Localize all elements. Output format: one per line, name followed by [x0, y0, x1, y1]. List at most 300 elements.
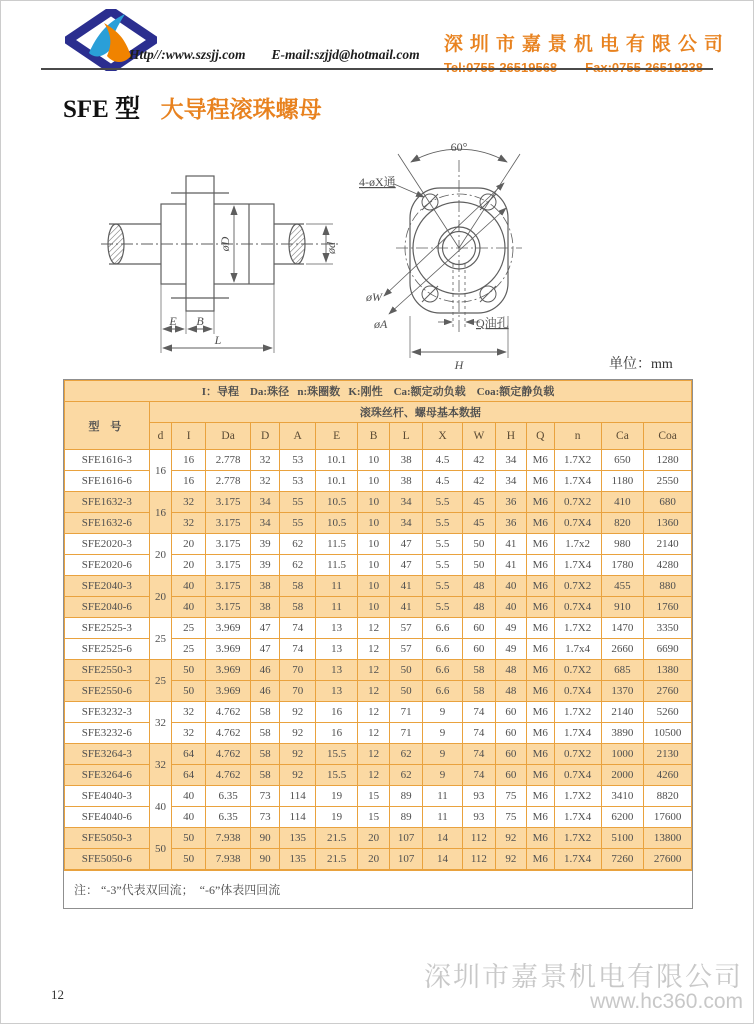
column-header-L: L — [390, 423, 423, 450]
spec-cell: 60 — [495, 744, 526, 765]
spec-cell: 49 — [495, 639, 526, 660]
spec-cell: M6 — [527, 723, 555, 744]
spec-cell: 7.938 — [206, 828, 251, 849]
spec-cell: 49 — [495, 618, 526, 639]
spec-cell: 57 — [390, 618, 423, 639]
spec-cell: M6 — [527, 597, 555, 618]
spec-cell: 2130 — [644, 744, 692, 765]
spec-cell: 17600 — [644, 807, 692, 828]
spec-cell: 32 — [172, 723, 206, 744]
spec-cell: 58 — [280, 597, 316, 618]
spec-cell: 12 — [357, 765, 390, 786]
model-cell: SFE2040-3 — [65, 576, 150, 597]
spec-cell: 135 — [280, 828, 316, 849]
spec-cell: 62 — [280, 555, 316, 576]
spec-cell: 15.5 — [316, 744, 357, 765]
spec-cell: 2550 — [644, 471, 692, 492]
spec-cell: 92 — [280, 765, 316, 786]
table-row — [65, 450, 692, 471]
spec-cell: 410 — [601, 492, 644, 513]
spec-cell: 50 — [172, 828, 206, 849]
spec-cell: 112 — [463, 828, 496, 849]
model-cell: SFE1632-3 — [65, 492, 150, 513]
spec-cell: 9 — [422, 723, 462, 744]
spec-cell: M6 — [527, 513, 555, 534]
d-group-cell: 16 — [149, 492, 172, 534]
spec-cell: 1760 — [644, 597, 692, 618]
spec-cell: 74 — [463, 744, 496, 765]
legend-text: I：导程 Da:珠径 n:珠圈数 K:刚性 Ca:额定动负载 Coa:额定静负载 — [65, 381, 692, 402]
model-cell: SFE2550-3 — [65, 660, 150, 681]
spec-cell: 16 — [316, 702, 357, 723]
spec-cell: M6 — [527, 576, 555, 597]
spec-cell: 5260 — [644, 702, 692, 723]
model-cell: SFE1616-3 — [65, 450, 150, 471]
spec-cell: 42 — [463, 471, 496, 492]
spec-cell: 3.175 — [206, 534, 251, 555]
spec-cell: 14 — [422, 849, 462, 870]
table-row — [65, 576, 692, 597]
dim-label-w: øW — [366, 290, 382, 304]
spec-cell: 1.7X4 — [554, 807, 601, 828]
d-group-cell: 32 — [149, 702, 172, 744]
spec-cell: 3.175 — [206, 513, 251, 534]
bolt-holes-label: 4-øX通 — [359, 175, 396, 189]
spec-cell: M6 — [527, 450, 555, 471]
spec-cell: 41 — [390, 597, 423, 618]
spec-cell: 10 — [357, 513, 390, 534]
spec-cell: 57 — [390, 639, 423, 660]
spec-cell: 25 — [172, 639, 206, 660]
spec-cell: M6 — [527, 786, 555, 807]
model-cell: SFE3264-3 — [65, 744, 150, 765]
spec-cell: 12 — [357, 618, 390, 639]
spec-cell: 3.969 — [206, 660, 251, 681]
spec-cell: 685 — [601, 660, 644, 681]
spec-cell: 41 — [495, 534, 526, 555]
header-divider — [41, 68, 713, 70]
spec-cell: 13 — [316, 660, 357, 681]
dim-label-b: B — [196, 314, 204, 328]
dim-label-shaft-diameter: ød — [324, 242, 338, 254]
spec-cell: 50 — [463, 534, 496, 555]
spec-cell: M6 — [527, 828, 555, 849]
column-header-Q: Q — [527, 423, 555, 450]
spec-cell: 16 — [172, 471, 206, 492]
spec-cell: 11.5 — [316, 555, 357, 576]
column-header-d: d — [149, 423, 172, 450]
spec-cell: 5.5 — [422, 492, 462, 513]
spec-cell: 10 — [357, 450, 390, 471]
product-name: 大导程滚珠螺母 — [160, 96, 322, 122]
spec-cell: 38 — [390, 471, 423, 492]
spec-cell: 71 — [390, 702, 423, 723]
spec-cell: 74 — [463, 723, 496, 744]
model-cell: SFE2040-6 — [65, 597, 150, 618]
model-cell: SFE5050-3 — [65, 828, 150, 849]
spec-cell: 0.7X2 — [554, 576, 601, 597]
table-row — [65, 618, 692, 639]
spec-cell: 112 — [463, 849, 496, 870]
oil-hole-label: Q油孔 — [476, 316, 509, 330]
column-header-W: W — [463, 423, 496, 450]
spec-cell: 114 — [280, 786, 316, 807]
spec-cell: 34 — [495, 450, 526, 471]
model-cell: SFE1616-6 — [65, 471, 150, 492]
model-cell: SFE2525-6 — [65, 639, 150, 660]
spec-cell: 5.5 — [422, 597, 462, 618]
spec-cell: 45 — [463, 492, 496, 513]
spec-cell: 39 — [251, 555, 280, 576]
spec-cell: 58 — [463, 660, 496, 681]
model-cell: SFE3232-3 — [65, 702, 150, 723]
spec-cell: 20 — [172, 555, 206, 576]
spec-cell: 1.7X4 — [554, 471, 601, 492]
spec-cell: M6 — [527, 849, 555, 870]
d-group-cell: 32 — [149, 744, 172, 786]
spec-cell: 53 — [280, 450, 316, 471]
spec-cell: 5.5 — [422, 555, 462, 576]
model-cell: SFE4040-3 — [65, 786, 150, 807]
spec-cell: 6.6 — [422, 639, 462, 660]
spec-cell: 60 — [495, 723, 526, 744]
spec-cell: 4.762 — [206, 744, 251, 765]
spec-cell: 15 — [357, 807, 390, 828]
spec-cell: 40 — [172, 786, 206, 807]
spec-cell: 10.1 — [316, 471, 357, 492]
table-row — [65, 492, 692, 513]
spec-cell: 11.5 — [316, 534, 357, 555]
table-row — [65, 534, 692, 555]
d-group-cell: 50 — [149, 828, 172, 870]
spec-cell: 6.6 — [422, 660, 462, 681]
spec-table-body — [65, 381, 692, 870]
spec-cell: 4.5 — [422, 450, 462, 471]
spec-cell: 1.7X2 — [554, 786, 601, 807]
spec-cell: 1.7X2 — [554, 702, 601, 723]
spec-cell: 36 — [495, 492, 526, 513]
spec-cell: 39 — [251, 534, 280, 555]
model-cell: SFE3232-6 — [65, 723, 150, 744]
watermark — [424, 963, 743, 1013]
spec-cell: 74 — [280, 639, 316, 660]
spec-cell: 62 — [390, 744, 423, 765]
spec-cell: 2000 — [601, 765, 644, 786]
spec-cell: 2660 — [601, 639, 644, 660]
spec-cell: M6 — [527, 471, 555, 492]
column-header-Coa: Coa — [644, 423, 692, 450]
spec-cell: 50 — [463, 555, 496, 576]
spec-cell: 9 — [422, 702, 462, 723]
model-cell: SFE5050-6 — [65, 849, 150, 870]
watermark-url: www.hc360.com — [590, 990, 743, 1014]
model-cell: SFE2020-6 — [65, 555, 150, 576]
spec-cell: 1.7X2 — [554, 618, 601, 639]
table-row — [65, 660, 692, 681]
spec-cell: 89 — [390, 807, 423, 828]
spec-cell: 650 — [601, 450, 644, 471]
spec-cell: 14 — [422, 828, 462, 849]
spec-cell: 75 — [495, 807, 526, 828]
spec-cell: 32 — [172, 513, 206, 534]
spec-cell: M6 — [527, 639, 555, 660]
spec-cell: 6200 — [601, 807, 644, 828]
spec-cell: M6 — [527, 807, 555, 828]
model-column-header: 型 号 — [65, 402, 150, 450]
model-cell: SFE2550-6 — [65, 681, 150, 702]
spec-cell: 41 — [390, 576, 423, 597]
spec-cell: 3.969 — [206, 639, 251, 660]
spec-cell: M6 — [527, 744, 555, 765]
spec-cell: 11 — [316, 576, 357, 597]
spec-cell: 27600 — [644, 849, 692, 870]
spec-cell: 12 — [357, 723, 390, 744]
spec-cell: 92 — [495, 828, 526, 849]
table-row — [65, 744, 692, 765]
spec-cell: 60 — [495, 765, 526, 786]
spec-cell: 75 — [495, 786, 526, 807]
spec-cell: 19 — [316, 786, 357, 807]
spec-cell: 46 — [251, 681, 280, 702]
spec-table-container — [63, 379, 693, 909]
spec-cell: 93 — [463, 807, 496, 828]
spec-cell: 13 — [316, 618, 357, 639]
model-cell: SFE4040-6 — [65, 807, 150, 828]
spec-cell: 910 — [601, 597, 644, 618]
column-header-H: H — [495, 423, 526, 450]
spec-cell: 20 — [357, 828, 390, 849]
model-cell: SFE2525-3 — [65, 618, 150, 639]
spec-cell: 48 — [463, 597, 496, 618]
spec-cell: 20 — [172, 534, 206, 555]
spec-cell: 15 — [357, 786, 390, 807]
spec-cell: 34 — [251, 492, 280, 513]
spec-cell: 5100 — [601, 828, 644, 849]
spec-cell: 34 — [251, 513, 280, 534]
spec-cell: 3890 — [601, 723, 644, 744]
email-address: E-mail:szjjd@hotmail.com — [271, 47, 420, 62]
spec-cell: 1.7X2 — [554, 450, 601, 471]
spec-cell: 3.175 — [206, 555, 251, 576]
spec-cell: 32 — [251, 450, 280, 471]
spec-cell: 0.7X4 — [554, 513, 601, 534]
spec-cell: 90 — [251, 828, 280, 849]
spec-cell: 0.7X4 — [554, 765, 601, 786]
flange-view-drawing — [356, 136, 596, 371]
spec-cell: 50 — [390, 681, 423, 702]
dim-label-h: H — [454, 358, 464, 371]
spec-cell: 10 — [357, 492, 390, 513]
spec-cell: 62 — [390, 765, 423, 786]
spec-cell: 74 — [280, 618, 316, 639]
d-group-cell: 20 — [149, 534, 172, 576]
spec-cell: 60 — [463, 639, 496, 660]
spec-cell: 46 — [251, 660, 280, 681]
spec-cell: 45 — [463, 513, 496, 534]
spec-cell: 42 — [463, 450, 496, 471]
spec-cell: 1.7X4 — [554, 723, 601, 744]
spec-cell: 34 — [390, 492, 423, 513]
spec-cell: 92 — [495, 849, 526, 870]
spec-cell: 32 — [172, 492, 206, 513]
spec-cell: 11 — [422, 807, 462, 828]
column-header-row — [65, 423, 692, 450]
side-view-drawing — [101, 141, 351, 371]
spec-cell: 74 — [463, 702, 496, 723]
table-row — [65, 786, 692, 807]
spec-cell: 64 — [172, 765, 206, 786]
page-title — [63, 89, 322, 125]
spec-cell: 16 — [172, 450, 206, 471]
spec-cell: 13 — [316, 681, 357, 702]
spec-cell: 48 — [463, 576, 496, 597]
angle-label: 60° — [450, 140, 468, 154]
spec-cell: 6.35 — [206, 807, 251, 828]
spec-cell: 1.7X4 — [554, 849, 601, 870]
spec-cell: 9 — [422, 744, 462, 765]
spec-cell: 58 — [280, 576, 316, 597]
group-header: 滚珠丝杆、螺母基本数据 — [149, 402, 691, 423]
spec-cell: 3350 — [644, 618, 692, 639]
spec-cell: 40 — [495, 576, 526, 597]
spec-cell: 2.778 — [206, 450, 251, 471]
spec-cell: 93 — [463, 786, 496, 807]
spec-cell: 4280 — [644, 555, 692, 576]
spec-cell: 0.7X2 — [554, 744, 601, 765]
website-email-line — [129, 47, 446, 63]
units-label: 单位：mm — [609, 357, 673, 372]
spec-cell: 880 — [644, 576, 692, 597]
spec-cell: 10.5 — [316, 492, 357, 513]
spec-cell: 12 — [357, 639, 390, 660]
spec-cell: 16 — [316, 723, 357, 744]
spec-cell: 1780 — [601, 555, 644, 576]
d-group-cell: 16 — [149, 450, 172, 492]
spec-cell: 47 — [390, 534, 423, 555]
spec-cell: 58 — [251, 765, 280, 786]
spec-cell: 3.175 — [206, 492, 251, 513]
spec-cell: 92 — [280, 744, 316, 765]
spec-cell: 4260 — [644, 765, 692, 786]
spec-cell: 47 — [251, 639, 280, 660]
group-header-row — [65, 402, 692, 423]
spec-cell: 107 — [390, 849, 423, 870]
column-header-D: D — [251, 423, 280, 450]
spec-cell: 4.762 — [206, 702, 251, 723]
spec-cell: 21.5 — [316, 849, 357, 870]
spec-cell: 5.5 — [422, 513, 462, 534]
spec-cell: 1280 — [644, 450, 692, 471]
column-header-E: E — [316, 423, 357, 450]
spec-cell: 53 — [280, 471, 316, 492]
spec-cell: 64 — [172, 744, 206, 765]
spec-cell: 0.7X2 — [554, 660, 601, 681]
spec-cell: 13 — [316, 639, 357, 660]
spec-cell: 48 — [495, 660, 526, 681]
spec-cell: M6 — [527, 492, 555, 513]
column-header-X: X — [422, 423, 462, 450]
column-header-I: I — [172, 423, 206, 450]
spec-cell: 62 — [280, 534, 316, 555]
spec-cell: 41 — [495, 555, 526, 576]
spec-cell: 2140 — [601, 702, 644, 723]
model-cell: SFE1632-6 — [65, 513, 150, 534]
spec-cell: 6.6 — [422, 618, 462, 639]
spec-cell: 680 — [644, 492, 692, 513]
company-name: 深圳市嘉景机电有限公司 — [443, 34, 730, 55]
spec-cell: 2140 — [644, 534, 692, 555]
spec-cell: 820 — [601, 513, 644, 534]
spec-cell: 10 — [357, 555, 390, 576]
spec-cell: 4.5 — [422, 471, 462, 492]
spec-cell: 1380 — [644, 660, 692, 681]
spec-cell: 21.5 — [316, 828, 357, 849]
d-group-cell: 20 — [149, 576, 172, 618]
table-row — [65, 828, 692, 849]
spec-cell: 6.35 — [206, 786, 251, 807]
spec-cell: 10 — [357, 471, 390, 492]
column-header-Da: Da — [206, 423, 251, 450]
spec-cell: 0.7X4 — [554, 597, 601, 618]
spec-cell: 20 — [357, 849, 390, 870]
spec-cell: 25 — [172, 618, 206, 639]
spec-cell: 455 — [601, 576, 644, 597]
spec-cell: 92 — [280, 702, 316, 723]
spec-cell: 12 — [357, 660, 390, 681]
spec-cell: 1360 — [644, 513, 692, 534]
spec-cell: 58 — [251, 702, 280, 723]
spec-cell: 5.5 — [422, 534, 462, 555]
spec-cell: 3.175 — [206, 576, 251, 597]
spec-cell: 1.7X4 — [554, 555, 601, 576]
d-group-cell: 25 — [149, 618, 172, 660]
spec-cell: 50 — [390, 660, 423, 681]
spec-cell: M6 — [527, 681, 555, 702]
spec-cell: 13800 — [644, 828, 692, 849]
dim-label-a: øA — [374, 317, 388, 331]
spec-cell: 0.7X2 — [554, 492, 601, 513]
spec-cell: 48 — [495, 681, 526, 702]
spec-cell: 90 — [251, 849, 280, 870]
spec-cell: 92 — [280, 723, 316, 744]
spec-cell: 55 — [280, 492, 316, 513]
spec-cell: 10 — [357, 576, 390, 597]
spec-cell: 40 — [172, 576, 206, 597]
spec-cell: 70 — [280, 660, 316, 681]
spec-cell: M6 — [527, 660, 555, 681]
spec-cell: 38 — [251, 576, 280, 597]
dim-label-l: L — [214, 333, 222, 347]
spec-cell: 2760 — [644, 681, 692, 702]
spec-cell: 10500 — [644, 723, 692, 744]
spec-cell: 1.7x2 — [554, 534, 601, 555]
spec-table — [64, 380, 692, 870]
spec-cell: 38 — [251, 597, 280, 618]
spec-cell: 40 — [172, 807, 206, 828]
spec-cell: 32 — [251, 471, 280, 492]
column-header-n: n — [554, 423, 601, 450]
spec-cell: 50 — [172, 849, 206, 870]
spec-cell: 7260 — [601, 849, 644, 870]
spec-cell: M6 — [527, 534, 555, 555]
d-group-cell: 40 — [149, 786, 172, 828]
column-header-Ca: Ca — [601, 423, 644, 450]
spec-cell: 58 — [251, 723, 280, 744]
column-header-B: B — [357, 423, 390, 450]
spec-cell: 8820 — [644, 786, 692, 807]
spec-cell: 3.175 — [206, 597, 251, 618]
spec-cell: 1180 — [601, 471, 644, 492]
